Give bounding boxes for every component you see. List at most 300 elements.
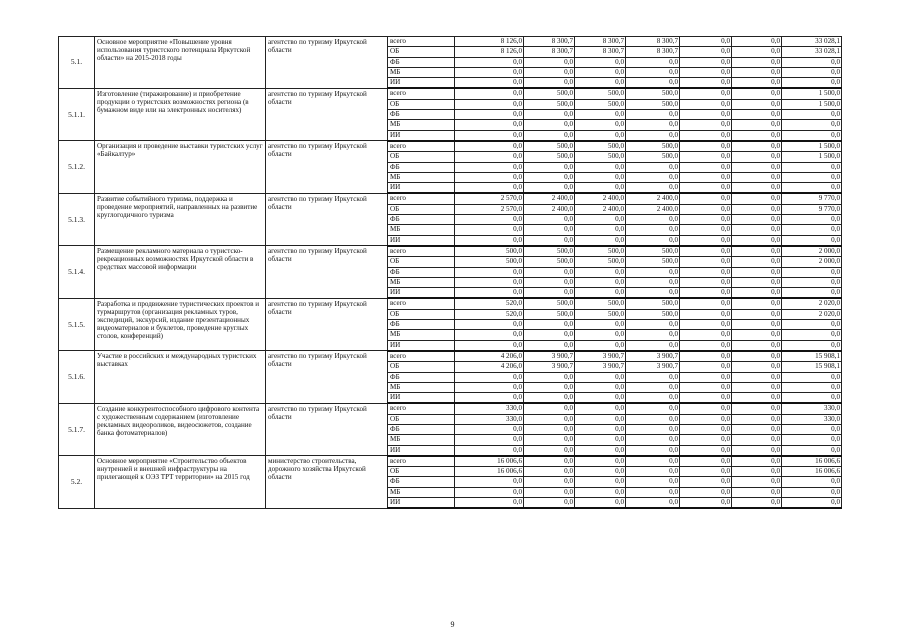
funding-value: 0,0: [626, 67, 680, 77]
funding-value: 15 908,1: [782, 362, 842, 372]
funding-value: 0,0: [680, 435, 732, 445]
funding-value: 0,0: [524, 372, 575, 382]
funding-value: 0,0: [626, 288, 680, 299]
funding-value: 0,0: [680, 225, 732, 235]
funding-value: 0,0: [782, 110, 842, 120]
funding-value: 0,0: [524, 435, 575, 445]
funding-value: 0,0: [575, 225, 626, 235]
funding-value: 0,0: [524, 487, 575, 497]
funding-value: 0,0: [455, 141, 524, 152]
funding-value: 0,0: [732, 435, 782, 445]
funding-value: 0,0: [680, 330, 732, 340]
funding-value: 0,0: [455, 288, 524, 299]
table-row: [59, 88, 842, 99]
funding-value: 0,0: [575, 320, 626, 330]
funding-value: 0,0: [782, 172, 842, 182]
funding-value: 0,0: [575, 487, 626, 497]
funding-value: 0,0: [455, 445, 524, 456]
funding-value: 0,0: [782, 183, 842, 194]
funding-value: 8 126,0: [455, 37, 524, 47]
table-row: [59, 246, 842, 257]
funding-value: 0,0: [626, 235, 680, 246]
funding-value: 0,0: [732, 183, 782, 194]
funding-source: ОБ: [388, 309, 455, 319]
funding-value: 0,0: [732, 498, 782, 509]
funding-value: 0,0: [732, 393, 782, 404]
funding-value: 0,0: [732, 467, 782, 477]
funding-value: 0,0: [524, 288, 575, 299]
funding-value: 0,0: [575, 445, 626, 456]
funding-value: 500,0: [524, 246, 575, 257]
activity-executor: агентство по туризму Иркутской области: [266, 193, 388, 245]
funding-value: 0,0: [782, 435, 842, 445]
funding-value: 0,0: [732, 120, 782, 130]
funding-value: 0,0: [732, 424, 782, 434]
funding-value: 0,0: [732, 309, 782, 319]
funding-value: 8 300,7: [524, 37, 575, 47]
funding-value: 0,0: [732, 320, 782, 330]
funding-value: 0,0: [732, 277, 782, 287]
funding-value: 0,0: [680, 477, 732, 487]
funding-source: ОБ: [388, 467, 455, 477]
funding-value: 330,0: [455, 414, 524, 424]
funding-value: 2 400,0: [575, 204, 626, 214]
funding-value: 0,0: [732, 215, 782, 225]
funding-value: 0,0: [455, 372, 524, 382]
funding-source: ОБ: [388, 99, 455, 109]
funding-value: 500,0: [455, 246, 524, 257]
funding-value: 0,0: [782, 498, 842, 509]
funding-value: 0,0: [524, 57, 575, 67]
funding-value: 0,0: [455, 477, 524, 487]
funding-value: 0,0: [455, 215, 524, 225]
funding-value: 0,0: [626, 435, 680, 445]
funding-value: 0,0: [782, 215, 842, 225]
funding-source: ФБ: [388, 424, 455, 434]
funding-value: 0,0: [524, 162, 575, 172]
funding-value: 0,0: [626, 78, 680, 89]
funding-value: 16 006,6: [455, 456, 524, 467]
funding-value: 0,0: [680, 393, 732, 404]
funding-value: 0,0: [732, 88, 782, 99]
funding-value: 0,0: [732, 57, 782, 67]
funding-value: 0,0: [524, 215, 575, 225]
funding-value: 0,0: [680, 309, 732, 319]
funding-value: 500,0: [524, 88, 575, 99]
funding-value: 16 006,6: [782, 456, 842, 467]
funding-value: 0,0: [732, 487, 782, 497]
funding-value: 0,0: [782, 320, 842, 330]
funding-value: 0,0: [524, 183, 575, 194]
funding-value: 0,0: [680, 57, 732, 67]
funding-value: 0,0: [575, 477, 626, 487]
funding-value: 2 020,0: [782, 298, 842, 309]
funding-value: 0,0: [680, 467, 732, 477]
funding-value: 8 300,7: [575, 47, 626, 57]
funding-value: 0,0: [732, 330, 782, 340]
activity-code: 5.1.1.: [59, 88, 95, 140]
funding-value: 0,0: [680, 193, 732, 204]
funding-value: 0,0: [626, 277, 680, 287]
funding-value: 0,0: [782, 120, 842, 130]
funding-value: 500,0: [575, 141, 626, 152]
funding-value: 0,0: [575, 183, 626, 194]
funding-value: 0,0: [680, 67, 732, 77]
funding-value: 0,0: [782, 67, 842, 77]
funding-value: 2 400,0: [626, 193, 680, 204]
funding-value: 1 500,0: [782, 141, 842, 152]
funding-value: 8 300,7: [524, 47, 575, 57]
funding-value: 0,0: [732, 362, 782, 372]
funding-value: 500,0: [524, 141, 575, 152]
funding-value: 0,0: [732, 47, 782, 57]
funding-value: 0,0: [782, 78, 842, 89]
funding-value: 0,0: [524, 172, 575, 182]
funding-value: 0,0: [626, 340, 680, 351]
funding-value: 330,0: [782, 403, 842, 414]
funding-value: 0,0: [455, 183, 524, 194]
funding-value: 0,0: [680, 47, 732, 57]
funding-value: 0,0: [455, 162, 524, 172]
activity-code: 5.2.: [59, 456, 95, 508]
funding-value: 2 570,0: [455, 193, 524, 204]
funding-table: [58, 36, 842, 509]
funding-value: 500,0: [575, 152, 626, 162]
funding-value: 1 500,0: [782, 152, 842, 162]
funding-value: 500,0: [575, 257, 626, 267]
funding-value: 0,0: [626, 456, 680, 467]
funding-value: 520,0: [455, 309, 524, 319]
funding-source: ОБ: [388, 257, 455, 267]
funding-source: МБ: [388, 172, 455, 182]
funding-value: 0,0: [782, 225, 842, 235]
funding-value: 0,0: [455, 130, 524, 141]
funding-value: 0,0: [680, 456, 732, 467]
activity-description: Организация и проведение выставки туристских услуг «Байкалтур»: [95, 141, 266, 193]
funding-value: 0,0: [782, 57, 842, 67]
funding-value: 0,0: [680, 257, 732, 267]
funding-value: 0,0: [732, 193, 782, 204]
funding-value: 16 006,6: [455, 467, 524, 477]
funding-source: всего: [388, 351, 455, 362]
funding-value: 0,0: [680, 267, 732, 277]
funding-value: 8 300,7: [575, 37, 626, 47]
funding-value: 0,0: [524, 130, 575, 141]
funding-value: 0,0: [782, 277, 842, 287]
funding-value: 2 570,0: [455, 204, 524, 214]
funding-value: 0,0: [626, 320, 680, 330]
funding-value: 0,0: [524, 330, 575, 340]
funding-value: 0,0: [455, 320, 524, 330]
funding-value: 0,0: [732, 152, 782, 162]
funding-value: 0,0: [680, 141, 732, 152]
funding-source: всего: [388, 403, 455, 414]
funding-value: 8 300,7: [626, 37, 680, 47]
funding-value: 0,0: [680, 110, 732, 120]
funding-value: 500,0: [575, 246, 626, 257]
funding-value: 0,0: [455, 99, 524, 109]
funding-value: 330,0: [455, 403, 524, 414]
funding-value: 0,0: [680, 414, 732, 424]
activity-description: Создание конкурентоспособного цифрового контента с художественным содержанием (изготовление рекламных видеороликов, видеосюжетов, создание банка фотоматериалов): [95, 403, 266, 455]
funding-value: 0,0: [782, 330, 842, 340]
funding-value: 0,0: [680, 162, 732, 172]
funding-value: 0,0: [680, 99, 732, 109]
funding-value: 0,0: [455, 330, 524, 340]
funding-value: 0,0: [680, 298, 732, 309]
funding-value: 0,0: [732, 130, 782, 141]
funding-value: 0,0: [575, 372, 626, 382]
funding-value: 0,0: [782, 162, 842, 172]
funding-value: 0,0: [732, 110, 782, 120]
activity-code: 5.1.6.: [59, 351, 95, 403]
funding-value: 3 900,7: [524, 351, 575, 362]
funding-value: 500,0: [575, 88, 626, 99]
funding-value: 0,0: [524, 498, 575, 509]
funding-value: 0,0: [524, 277, 575, 287]
funding-value: 0,0: [680, 120, 732, 130]
activity-code: 5.1.: [59, 37, 95, 89]
funding-value: 0,0: [732, 340, 782, 351]
funding-value: 500,0: [524, 152, 575, 162]
funding-value: 0,0: [732, 37, 782, 47]
funding-value: 0,0: [626, 372, 680, 382]
funding-value: 330,0: [782, 414, 842, 424]
funding-value: 0,0: [575, 120, 626, 130]
table-row: [59, 298, 842, 309]
activity-code: 5.1.3.: [59, 193, 95, 245]
activity-code: 5.1.5.: [59, 298, 95, 350]
funding-value: 0,0: [575, 235, 626, 246]
funding-value: 0,0: [455, 152, 524, 162]
funding-value: 500,0: [626, 298, 680, 309]
funding-value: 0,0: [575, 67, 626, 77]
funding-value: 1 500,0: [782, 88, 842, 99]
funding-value: 0,0: [626, 330, 680, 340]
funding-value: 500,0: [524, 309, 575, 319]
page-number: 9: [450, 620, 455, 629]
funding-value: 0,0: [455, 88, 524, 99]
funding-value: 0,0: [680, 340, 732, 351]
funding-value: 500,0: [626, 88, 680, 99]
funding-value: 520,0: [455, 298, 524, 309]
funding-value: 0,0: [680, 362, 732, 372]
funding-value: 0,0: [680, 183, 732, 194]
funding-value: 0,0: [455, 487, 524, 497]
activity-description: Участие в российских и международных туристских выставках: [95, 351, 266, 403]
funding-value: 0,0: [732, 99, 782, 109]
funding-value: 0,0: [680, 382, 732, 392]
funding-value: 0,0: [626, 467, 680, 477]
funding-value: 0,0: [782, 235, 842, 246]
funding-source: ФБ: [388, 320, 455, 330]
funding-value: 0,0: [524, 267, 575, 277]
funding-value: 0,0: [626, 183, 680, 194]
funding-value: 4 206,0: [455, 362, 524, 372]
funding-source: ОБ: [388, 152, 455, 162]
funding-value: 0,0: [524, 78, 575, 89]
funding-source: ОБ: [388, 204, 455, 214]
funding-source: ИИ: [388, 498, 455, 509]
funding-value: 0,0: [626, 382, 680, 392]
funding-value: 0,0: [626, 162, 680, 172]
funding-value: 0,0: [524, 340, 575, 351]
funding-value: 3 900,7: [626, 351, 680, 362]
funding-value: 0,0: [626, 110, 680, 120]
funding-value: 0,0: [782, 393, 842, 404]
funding-value: 0,0: [575, 330, 626, 340]
funding-value: 3 900,7: [524, 362, 575, 372]
funding-value: 0,0: [575, 467, 626, 477]
funding-source: всего: [388, 456, 455, 467]
funding-value: 0,0: [782, 288, 842, 299]
funding-value: 2 000,0: [782, 257, 842, 267]
funding-value: 0,0: [782, 424, 842, 434]
funding-value: 0,0: [732, 445, 782, 456]
funding-value: 0,0: [575, 435, 626, 445]
funding-value: 0,0: [626, 57, 680, 67]
table-body: [59, 37, 842, 509]
funding-value: 0,0: [680, 445, 732, 456]
funding-value: 0,0: [575, 414, 626, 424]
funding-source: ИИ: [388, 235, 455, 246]
table-row: [59, 456, 842, 467]
funding-value: 0,0: [732, 456, 782, 467]
funding-value: 0,0: [626, 487, 680, 497]
funding-value: 9 770,0: [782, 204, 842, 214]
funding-source: ФБ: [388, 372, 455, 382]
funding-value: 2 400,0: [524, 193, 575, 204]
funding-value: 0,0: [575, 498, 626, 509]
funding-value: 0,0: [732, 403, 782, 414]
funding-value: 0,0: [626, 445, 680, 456]
activity-executor: агентство по туризму Иркутской области: [266, 37, 388, 89]
funding-source: ОБ: [388, 47, 455, 57]
funding-value: 0,0: [455, 225, 524, 235]
funding-source: ИИ: [388, 393, 455, 404]
funding-value: 33 028,1: [782, 37, 842, 47]
funding-value: 0,0: [680, 78, 732, 89]
funding-value: 0,0: [732, 172, 782, 182]
funding-value: 1 500,0: [782, 99, 842, 109]
funding-source: МБ: [388, 225, 455, 235]
funding-value: 0,0: [575, 57, 626, 67]
funding-source: МБ: [388, 67, 455, 77]
funding-value: 0,0: [680, 372, 732, 382]
funding-value: 0,0: [732, 351, 782, 362]
funding-value: 0,0: [680, 172, 732, 182]
funding-source: МБ: [388, 277, 455, 287]
funding-value: 0,0: [575, 162, 626, 172]
funding-value: 0,0: [524, 414, 575, 424]
funding-source: всего: [388, 193, 455, 204]
funding-value: 0,0: [782, 267, 842, 277]
funding-value: 0,0: [680, 320, 732, 330]
activity-description: Разработка и продвижение туристических проектов и турмаршрутов (организация рекламных туров, экспедиций, экскурсий, издание презентационных видеоматериалов и буклетов, проведение круглых столов, конференций): [95, 298, 266, 350]
funding-value: 9 770,0: [782, 193, 842, 204]
funding-value: 500,0: [626, 152, 680, 162]
funding-value: 0,0: [782, 487, 842, 497]
table-row: [59, 193, 842, 204]
funding-value: 0,0: [626, 267, 680, 277]
activity-code: 5.1.4.: [59, 246, 95, 298]
funding-source: ФБ: [388, 162, 455, 172]
activity-executor: агентство по туризму Иркутской области: [266, 351, 388, 403]
funding-source: ИИ: [388, 183, 455, 194]
funding-value: 0,0: [524, 467, 575, 477]
funding-value: 0,0: [575, 215, 626, 225]
funding-source: МБ: [388, 382, 455, 392]
funding-source: ФБ: [388, 215, 455, 225]
funding-value: 0,0: [524, 110, 575, 120]
funding-value: 0,0: [626, 403, 680, 414]
funding-value: 0,0: [680, 424, 732, 434]
funding-value: 0,0: [455, 110, 524, 120]
funding-value: 500,0: [575, 309, 626, 319]
funding-value: 0,0: [680, 88, 732, 99]
funding-value: 0,0: [732, 288, 782, 299]
funding-value: 0,0: [575, 78, 626, 89]
funding-value: 0,0: [680, 37, 732, 47]
funding-source: МБ: [388, 487, 455, 497]
funding-value: 0,0: [782, 372, 842, 382]
funding-value: 0,0: [455, 435, 524, 445]
funding-value: 500,0: [524, 99, 575, 109]
funding-source: ОБ: [388, 362, 455, 372]
funding-value: 500,0: [524, 298, 575, 309]
funding-value: 0,0: [455, 172, 524, 182]
funding-value: 0,0: [626, 215, 680, 225]
funding-value: 0,0: [680, 351, 732, 362]
funding-value: 0,0: [732, 67, 782, 77]
funding-value: 0,0: [455, 57, 524, 67]
activity-executor: агентство по туризму Иркутской области: [266, 88, 388, 140]
funding-value: 2 400,0: [575, 193, 626, 204]
funding-value: 0,0: [524, 67, 575, 77]
funding-value: 0,0: [732, 257, 782, 267]
funding-value: 0,0: [575, 277, 626, 287]
funding-value: 0,0: [455, 382, 524, 392]
funding-value: 0,0: [455, 67, 524, 77]
funding-value: 0,0: [455, 78, 524, 89]
activity-description: Изготовление (тиражирование) и приобретение продукции о туристских возможностях региона (в бумажном виде или на электронных носителях): [95, 88, 266, 140]
funding-value: 0,0: [524, 393, 575, 404]
funding-value: 2 400,0: [626, 204, 680, 214]
funding-value: 15 908,1: [782, 351, 842, 362]
funding-value: 2 020,0: [782, 309, 842, 319]
funding-value: 0,0: [680, 246, 732, 257]
funding-source: всего: [388, 37, 455, 47]
funding-value: 500,0: [626, 246, 680, 257]
funding-value: 0,0: [626, 424, 680, 434]
funding-value: 0,0: [680, 288, 732, 299]
funding-value: 0,0: [626, 414, 680, 424]
funding-value: 0,0: [626, 225, 680, 235]
funding-value: 0,0: [680, 215, 732, 225]
funding-value: 500,0: [524, 257, 575, 267]
funding-value: 3 900,7: [575, 362, 626, 372]
funding-value: 500,0: [626, 99, 680, 109]
funding-source: ИИ: [388, 288, 455, 299]
funding-value: 0,0: [680, 204, 732, 214]
funding-source: всего: [388, 141, 455, 152]
funding-value: 0,0: [782, 445, 842, 456]
activity-executor: министерство строительства, дорожного хозяйства Иркутской области: [266, 456, 388, 508]
activity-description: Размещение рекламного материала о туристско-рекреационных возможностях Иркутской области в средствах массовой информации: [95, 246, 266, 298]
funding-source: ФБ: [388, 267, 455, 277]
funding-source: всего: [388, 298, 455, 309]
funding-value: 0,0: [732, 204, 782, 214]
